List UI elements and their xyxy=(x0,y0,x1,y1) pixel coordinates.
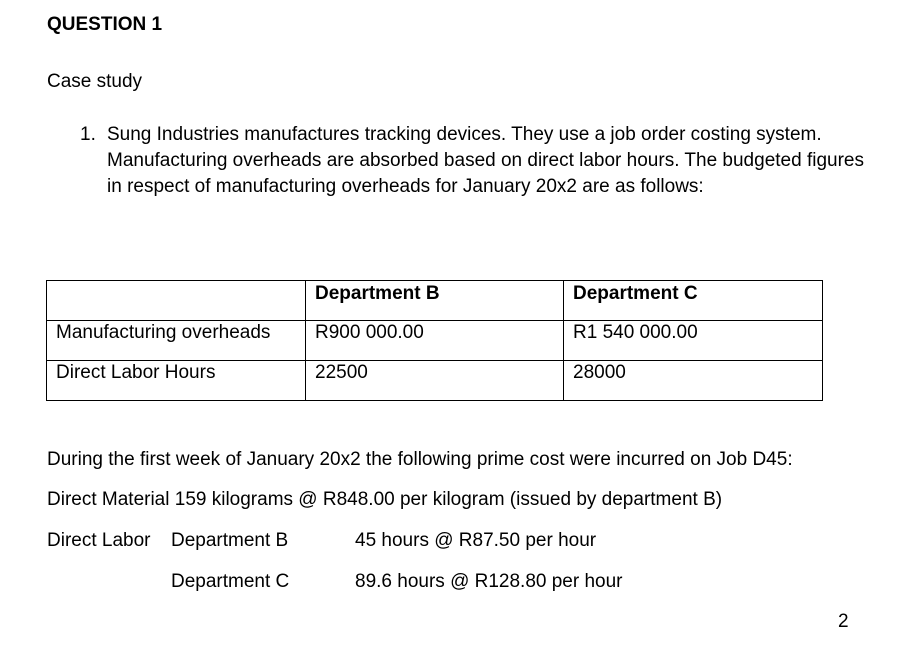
table-cell: R900 000.00 xyxy=(306,321,564,361)
labor-department-c: Department C xyxy=(171,571,290,592)
table-header-cell: Department B xyxy=(306,281,564,321)
question-text: Sung Industries manufactures tracking devices. They use a job order costing system. Manufacturing overheads are absorbed based on direct labor hours. The budgeted figures in respect of manufacturing overheads for January 20x2 are as follows: xyxy=(107,124,864,197)
labor-department-b: Department B xyxy=(171,530,289,551)
table-row xyxy=(47,361,823,401)
case-study-label: Case study xyxy=(47,71,143,92)
question-number: 1. xyxy=(80,124,96,145)
page-number: 2 xyxy=(838,611,849,632)
question-item xyxy=(80,122,870,200)
table-header-cell xyxy=(47,281,306,321)
labor-detail-b: 45 hours @ R87.50 per hour xyxy=(355,530,597,551)
overheads-table xyxy=(46,280,823,401)
table-cell: 22500 xyxy=(306,361,564,401)
direct-material-line: Direct Material 159 kilograms @ R848.00 per kilogram (issued by department B) xyxy=(47,489,723,510)
table-header-row xyxy=(47,281,823,321)
prime-cost-intro: During the first week of January 20x2 the following prime cost were incurred on Job D45: xyxy=(47,449,793,470)
labor-detail-c: 89.6 hours @ R128.80 per hour xyxy=(355,571,623,592)
table-cell: Manufacturing overheads xyxy=(47,321,306,361)
table-cell: 28000 xyxy=(564,361,823,401)
table-row xyxy=(47,321,823,361)
direct-labor-label: Direct Labor xyxy=(47,530,151,551)
table-cell: Direct Labor Hours xyxy=(47,361,306,401)
table-header-cell: Department C xyxy=(564,281,823,321)
question-heading: QUESTION 1 xyxy=(47,14,163,35)
table-cell: R1 540 000.00 xyxy=(564,321,823,361)
